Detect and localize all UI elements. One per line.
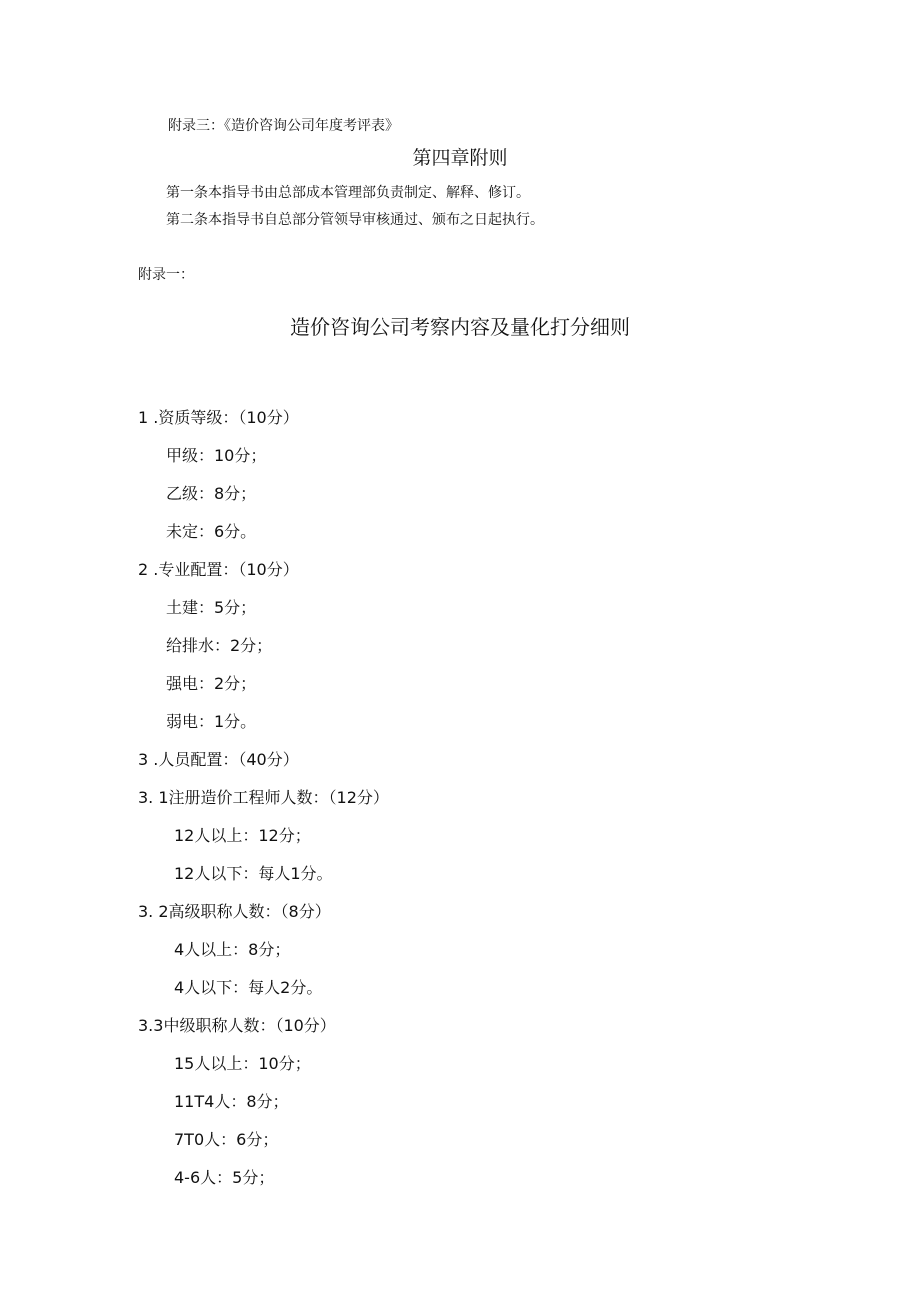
list-item: 强电：2分； (166, 674, 257, 693)
list-item: 4人以上：8分； (174, 940, 291, 959)
list-item: 给排水：2分； (166, 636, 273, 655)
list-item: 15人以上：10分； (174, 1054, 311, 1073)
list-item: 4人以下：每人2分。 (174, 978, 323, 997)
list-item: 12人以上：12分； (174, 826, 311, 845)
appendix-one-label: 附录一： (138, 267, 194, 283)
list-item: 土建：5分； (166, 598, 257, 617)
article-one: 第一条本指导书由总部成本管理部负责制定、解释、修订。 (166, 185, 530, 201)
section-specialty: 2 .专业配置：（10分） (138, 560, 299, 579)
main-title: 造价咨询公司考察内容及量化打分细则 (290, 315, 630, 339)
section-qualification: 1 .资质等级：（10分） (138, 408, 299, 427)
subsection-intermediate-titles: 3.3中级职称人数：（10分） (138, 1016, 336, 1035)
list-item: 未定：6分。 (166, 522, 257, 541)
appendix-three-line: 附录三：《造价咨询公司年度考评表》 (168, 118, 399, 134)
article-two: 第二条本指导书自总部分管领导审核通过、颁布之日起执行。 (166, 212, 544, 228)
list-item: 4-6人：5分； (174, 1168, 275, 1187)
list-item: 12人以下：每人1分。 (174, 864, 333, 883)
chapter-title: 第四章附则 (412, 147, 508, 169)
list-item: 11T4人：8分； (174, 1092, 289, 1111)
list-item: 甲级：10分； (166, 446, 267, 465)
list-item: 乙级：8分； (166, 484, 257, 503)
list-item: 弱电：1分。 (166, 712, 257, 731)
subsection-cost-engineers: 3. 1注册造价工程师人数：（12分） (138, 788, 389, 807)
section-staffing: 3 .人员配置：（40分） (138, 750, 299, 769)
subsection-senior-titles: 3. 2高级职称人数：（8分） (138, 902, 331, 921)
list-item: 7T0人：6分； (174, 1130, 279, 1149)
